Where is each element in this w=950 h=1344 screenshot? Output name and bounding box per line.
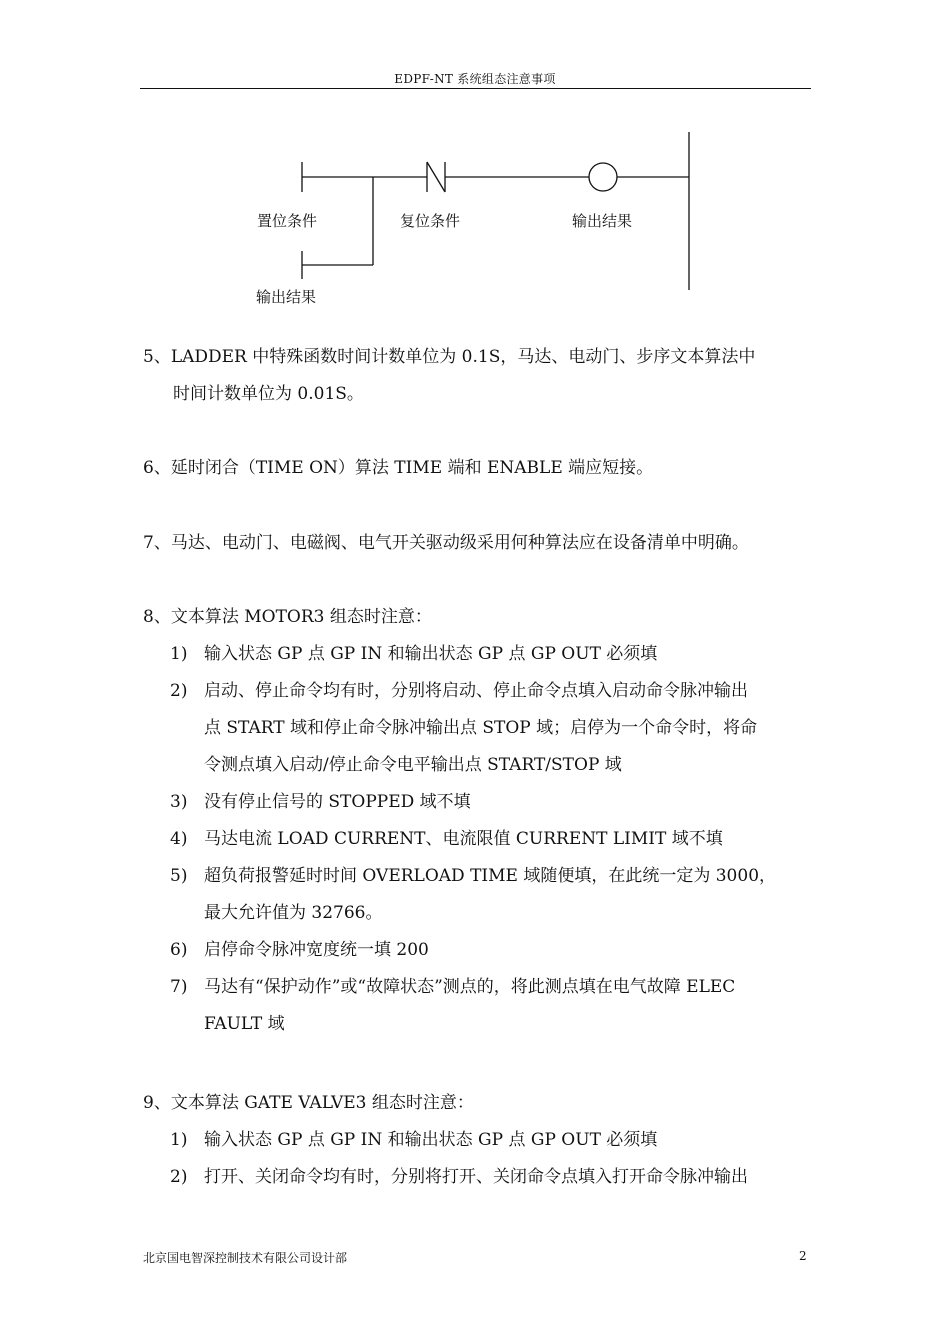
item-8-title: 8、文本算法 MOTOR3 组态时注意：	[143, 607, 432, 627]
item-5	[143, 339, 813, 413]
item-7-line-1: 7、马达、电动门、电磁阀、电气开关驱动级采用何种算法应在设备清单中明确。	[143, 533, 749, 553]
footer-company: 北京国电智深控制技术有限公司设计部	[143, 1251, 348, 1265]
item-8-sub-6-line-1: 启停命令脉冲宽度统一填 200	[204, 940, 429, 960]
item-8-sub-5-line-2: 最大允许值为 32766。	[204, 903, 383, 923]
item-9-sub-1-line-1: 输入状态 GP 点 GP IN 和输出状态 GP 点 GP OUT 必须填	[204, 1130, 658, 1150]
item-8-sub-2-number: 2)	[170, 681, 188, 701]
ladder-diagram	[0, 0, 950, 320]
item-8-sub-4-number: 4)	[170, 829, 188, 849]
output-coil	[589, 163, 617, 191]
page-header-title: EDPF-NT 系统组态注意事项	[394, 72, 556, 86]
label-reset-condition: 复位条件	[400, 212, 461, 230]
label-set-condition: 置位条件	[257, 212, 318, 230]
item-8-sub-2-line-1: 启动、停止命令均有时，分别将启动、停止命令点填入启动命令脉冲输出	[204, 681, 748, 701]
item-8-sub-6-number: 6)	[170, 940, 188, 960]
item-8-sub-7-line-1: 马达有“保护动作”或“故障状态”测点的，将此测点填在电气故障 ELEC	[204, 977, 736, 997]
item-8-sub-3-number: 3)	[170, 792, 188, 812]
item-9-sub-2-number: 2)	[170, 1167, 188, 1187]
item-8-sub-4-line-1: 马达电流 LOAD CURRENT、电流限值 CURRENT LIMIT 域不填	[204, 829, 723, 849]
item-8-sub-2-line-2: 点 START 域和停止命令脉冲输出点 STOP 域；启停为一个命令时，将命	[204, 718, 758, 738]
item-5-line-2: 时间计数单位为 0.01S。	[173, 384, 364, 404]
item-5-line-1: 5、LADDER 中特殊函数时间计数单位为 0.1S，马达、电动门、步序文本算法中	[143, 347, 756, 367]
item-8-sub-5-line-1: 超负荷报警延时时间 OVERLOAD TIME 域随便填，在此统一定为 3000，	[204, 866, 777, 886]
item-8-sub-2-line-3: 令测点填入启动/停止命令电平输出点 START/STOP 域	[204, 755, 622, 775]
item-6	[143, 450, 813, 487]
item-9-sub-1-number: 1)	[170, 1130, 188, 1150]
item-8-sub-7-line-2: FAULT 域	[204, 1014, 285, 1034]
item-9-sub-2-line-1: 打开、关闭命令均有时，分别将打开、关闭命令点填入打开命令脉冲输出	[204, 1167, 748, 1187]
item-8-sub-1-number: 1)	[170, 644, 188, 664]
footer-page-number: 2	[799, 1249, 807, 1263]
item-8-sub-1-line-1: 输入状态 GP 点 GP IN 和输出状态 GP 点 GP OUT 必须填	[204, 644, 658, 664]
item-7	[143, 525, 813, 562]
item-8-sub-7-number: 7)	[170, 977, 188, 997]
label-output-result: 输出结果	[572, 212, 633, 230]
reset-contact	[427, 162, 445, 192]
item-8-sub-3-line-1: 没有停止信号的 STOPPED 域不填	[204, 792, 471, 812]
item-6-line-1: 6、延时闭合（TIME ON）算法 TIME 端和 ENABLE 端应短接。	[143, 458, 654, 478]
item-9-title: 9、文本算法 GATE VALVE3 组态时注意：	[143, 1093, 474, 1113]
item-8-sub-5-number: 5)	[170, 866, 188, 886]
label-output-result-branch: 输出结果	[256, 288, 317, 306]
